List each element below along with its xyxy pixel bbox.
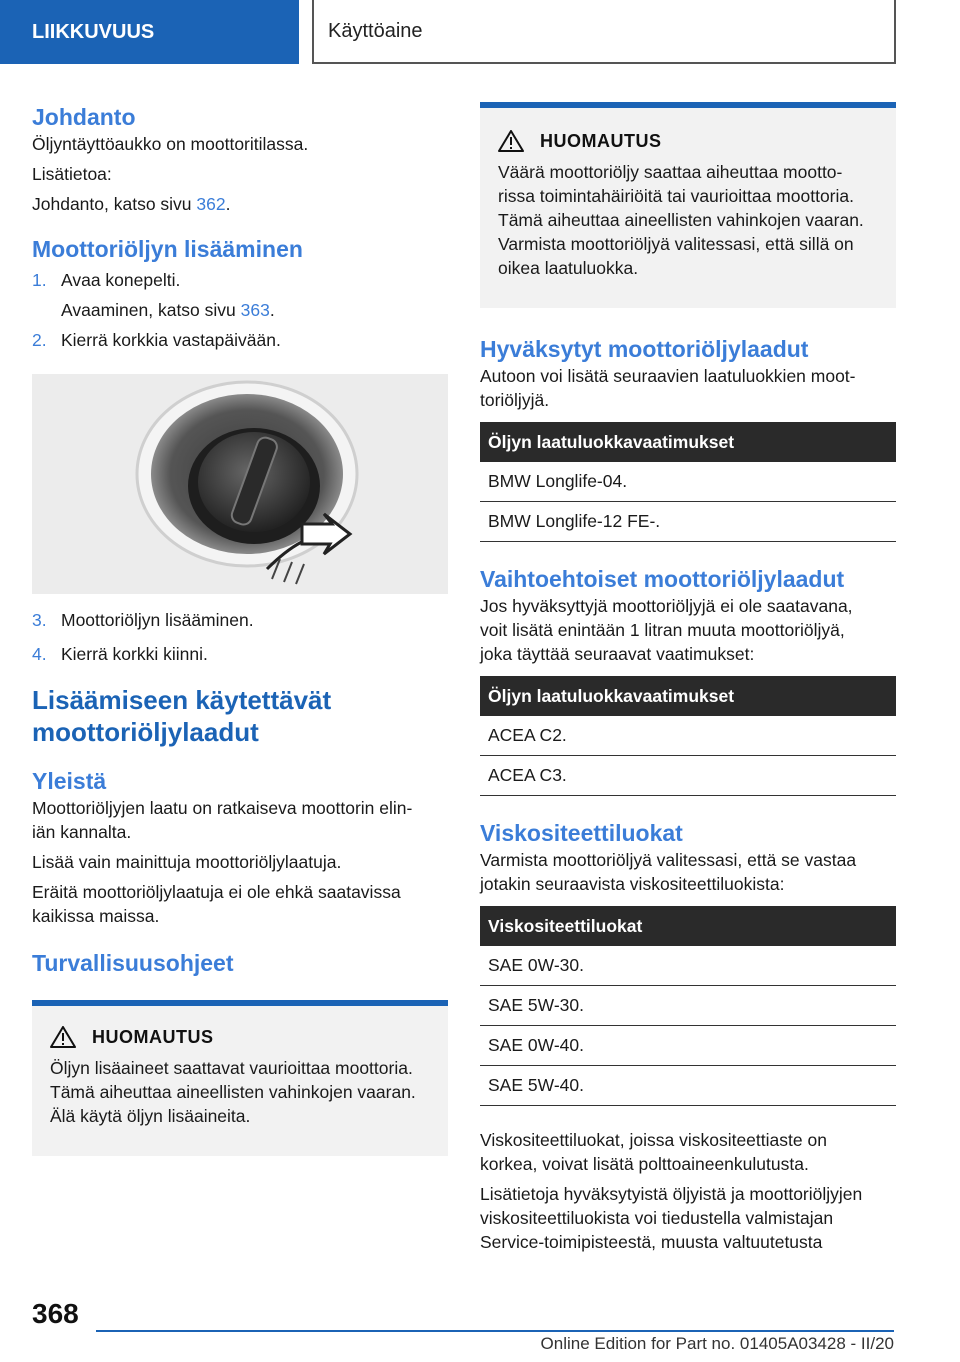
left-column [32, 100, 448, 1156]
table-row: BMW Longlife-12 FE-. [480, 502, 896, 542]
table-row: ACEA C2. [480, 716, 896, 756]
page-link-363[interactable]: 363 [240, 300, 270, 320]
alternative-oils-table [480, 676, 896, 796]
usable-oils-heading-line-2: moottoriöljylaadut [32, 717, 259, 747]
footer-divider [96, 1330, 894, 1332]
right-column [480, 102, 896, 1254]
step-number: 2. [32, 330, 47, 350]
step-text: Moottoriöljyn lisääminen. [61, 610, 254, 630]
page-link-362[interactable]: 362 [196, 194, 226, 214]
intro-ref-end: . [225, 194, 231, 214]
section-tab[interactable]: LIIKKUVUUS [0, 0, 299, 64]
step-4 [32, 642, 448, 666]
notice-header [50, 1026, 432, 1048]
usable-oils-heading-line-1: Lisäämiseen käytettävät [32, 685, 332, 715]
general-paragraph-3: Eräitä moottoriöljylaatuja ei ole ehkä saatavissa kaikissa maissa. [32, 882, 401, 926]
approved-oils-table [480, 422, 896, 542]
alternative-oils-paragraph: Jos hyväksyttyjä moottoriöljyjä ei ole saatavana, voit lisätä enintään 1 litran muuta moottoriöljyä, joka täyttää seuraavat vaatimukset: [480, 596, 853, 664]
adding-oil-heading: Moottoriöljyn lisääminen [32, 236, 303, 262]
oil-cap-drawing [32, 374, 448, 594]
step-text: Kierrä korkkia vastapäivään. [61, 330, 281, 350]
general-paragraph-1: Moottoriöljyjen laatu on ratkaiseva moottorin elin- iän kannalta. [32, 798, 413, 842]
step-2 [32, 328, 448, 352]
approved-oils-heading: Hyväksytyt moottoriöljylaadut [480, 336, 809, 362]
step-number: 4. [32, 644, 47, 664]
page-number: 368 [32, 1298, 79, 1329]
notice-title: HUOMAUTUS [92, 1026, 214, 1047]
viscosity-note-1: Viskositeettiluokat, joissa viskositeettiaste on korkea, voivat lisätä polttoaineenkulutusta. [480, 1130, 827, 1174]
notice-box-additives [32, 1000, 448, 1156]
notice-header [498, 130, 880, 152]
table-header: Viskositeettiluokat [480, 906, 896, 946]
usable-oils-heading [32, 684, 448, 748]
step-3 [32, 608, 448, 632]
table-row: SAE 0W-30. [480, 946, 896, 986]
warning-triangle-icon [498, 130, 524, 152]
notice-text: Öljyn lisäaineet saattavat vaurioittaa moottoria. Tämä aiheuttaa aineellisten vahinkojen vaaran. Älä käytä öljyn lisäaineita. [50, 1058, 416, 1126]
safety-heading: Turvallisuusohjeet [32, 950, 234, 976]
general-heading: Yleistä [32, 768, 107, 794]
viscosity-paragraph: Varmista moottoriöljyä valitessasi, että se vastaa jotakin seuraavista viskositeettiluokista: [480, 850, 857, 894]
step-1-sub-text: Avaaminen, katso sivu [61, 300, 241, 320]
step-1 [32, 268, 448, 292]
step-number: 3. [32, 610, 47, 630]
step-text: Avaa konepelti. [61, 270, 181, 290]
step-1-sub-end: . [269, 300, 275, 320]
step-text: Kierrä korkki kiinni. [61, 644, 208, 664]
table-row: SAE 0W-40. [480, 1026, 896, 1066]
table-row: ACEA C3. [480, 756, 896, 796]
intro-heading: Johdanto [32, 104, 136, 130]
general-paragraph-2: Lisää vain mainittuja moottoriöljylaatuja. [32, 852, 342, 872]
oil-cap-illustration [32, 374, 448, 594]
chapter-title: Käyttöaine [312, 0, 896, 64]
step-1-sub [32, 298, 448, 322]
intro-ref-text: Johdanto, katso sivu [32, 194, 197, 214]
table-header: Öljyn laatuluokkavaatimukset [480, 422, 896, 462]
notice-title: HUOMAUTUS [540, 130, 662, 151]
viscosity-table [480, 906, 896, 1106]
step-number: 1. [32, 270, 47, 290]
table-row: SAE 5W-30. [480, 986, 896, 1026]
viscosity-note-2: Lisätietoja hyväksytyistä öljyistä ja moottoriöljyjen viskositeettiluokista voi tiedustella valmistajan Service-toimipisteestä, muusta valtuutetusta [480, 1184, 863, 1252]
table-row: SAE 5W-40. [480, 1066, 896, 1106]
intro-paragraph-3 [32, 192, 448, 216]
intro-paragraph-1: Öljyntäyttöaukko on moottoritilassa. [32, 134, 309, 154]
edition-info: Online Edition for Part no. 01405A03428 - II/20 [540, 1334, 894, 1353]
notice-text: Väärä moottoriöljy saattaa aiheuttaa mootto- rissa toimintahäiriöitä tai vaurioittaa moottoria. Tämä aiheuttaa aineellisten vahinkojen vaaran. Varmista moottoriöljyä valitessasi, että sillä on oikea laatuluokka. [498, 162, 864, 278]
notice-box-wrong-oil [480, 102, 896, 308]
intro-paragraph-2: Lisätietoa: [32, 164, 112, 184]
viscosity-heading: Viskositeettiluokat [480, 820, 683, 846]
table-row: BMW Longlife-04. [480, 462, 896, 502]
warning-triangle-icon [50, 1026, 76, 1048]
table-header: Öljyn laatuluokkavaatimukset [480, 676, 896, 716]
alternative-oils-heading: Vaihtoehtoiset moottoriöljylaadut [480, 566, 845, 592]
approved-oils-paragraph: Autoon voi lisätä seuraavien laatuluokkien moot- toriöljyjä. [480, 366, 856, 410]
